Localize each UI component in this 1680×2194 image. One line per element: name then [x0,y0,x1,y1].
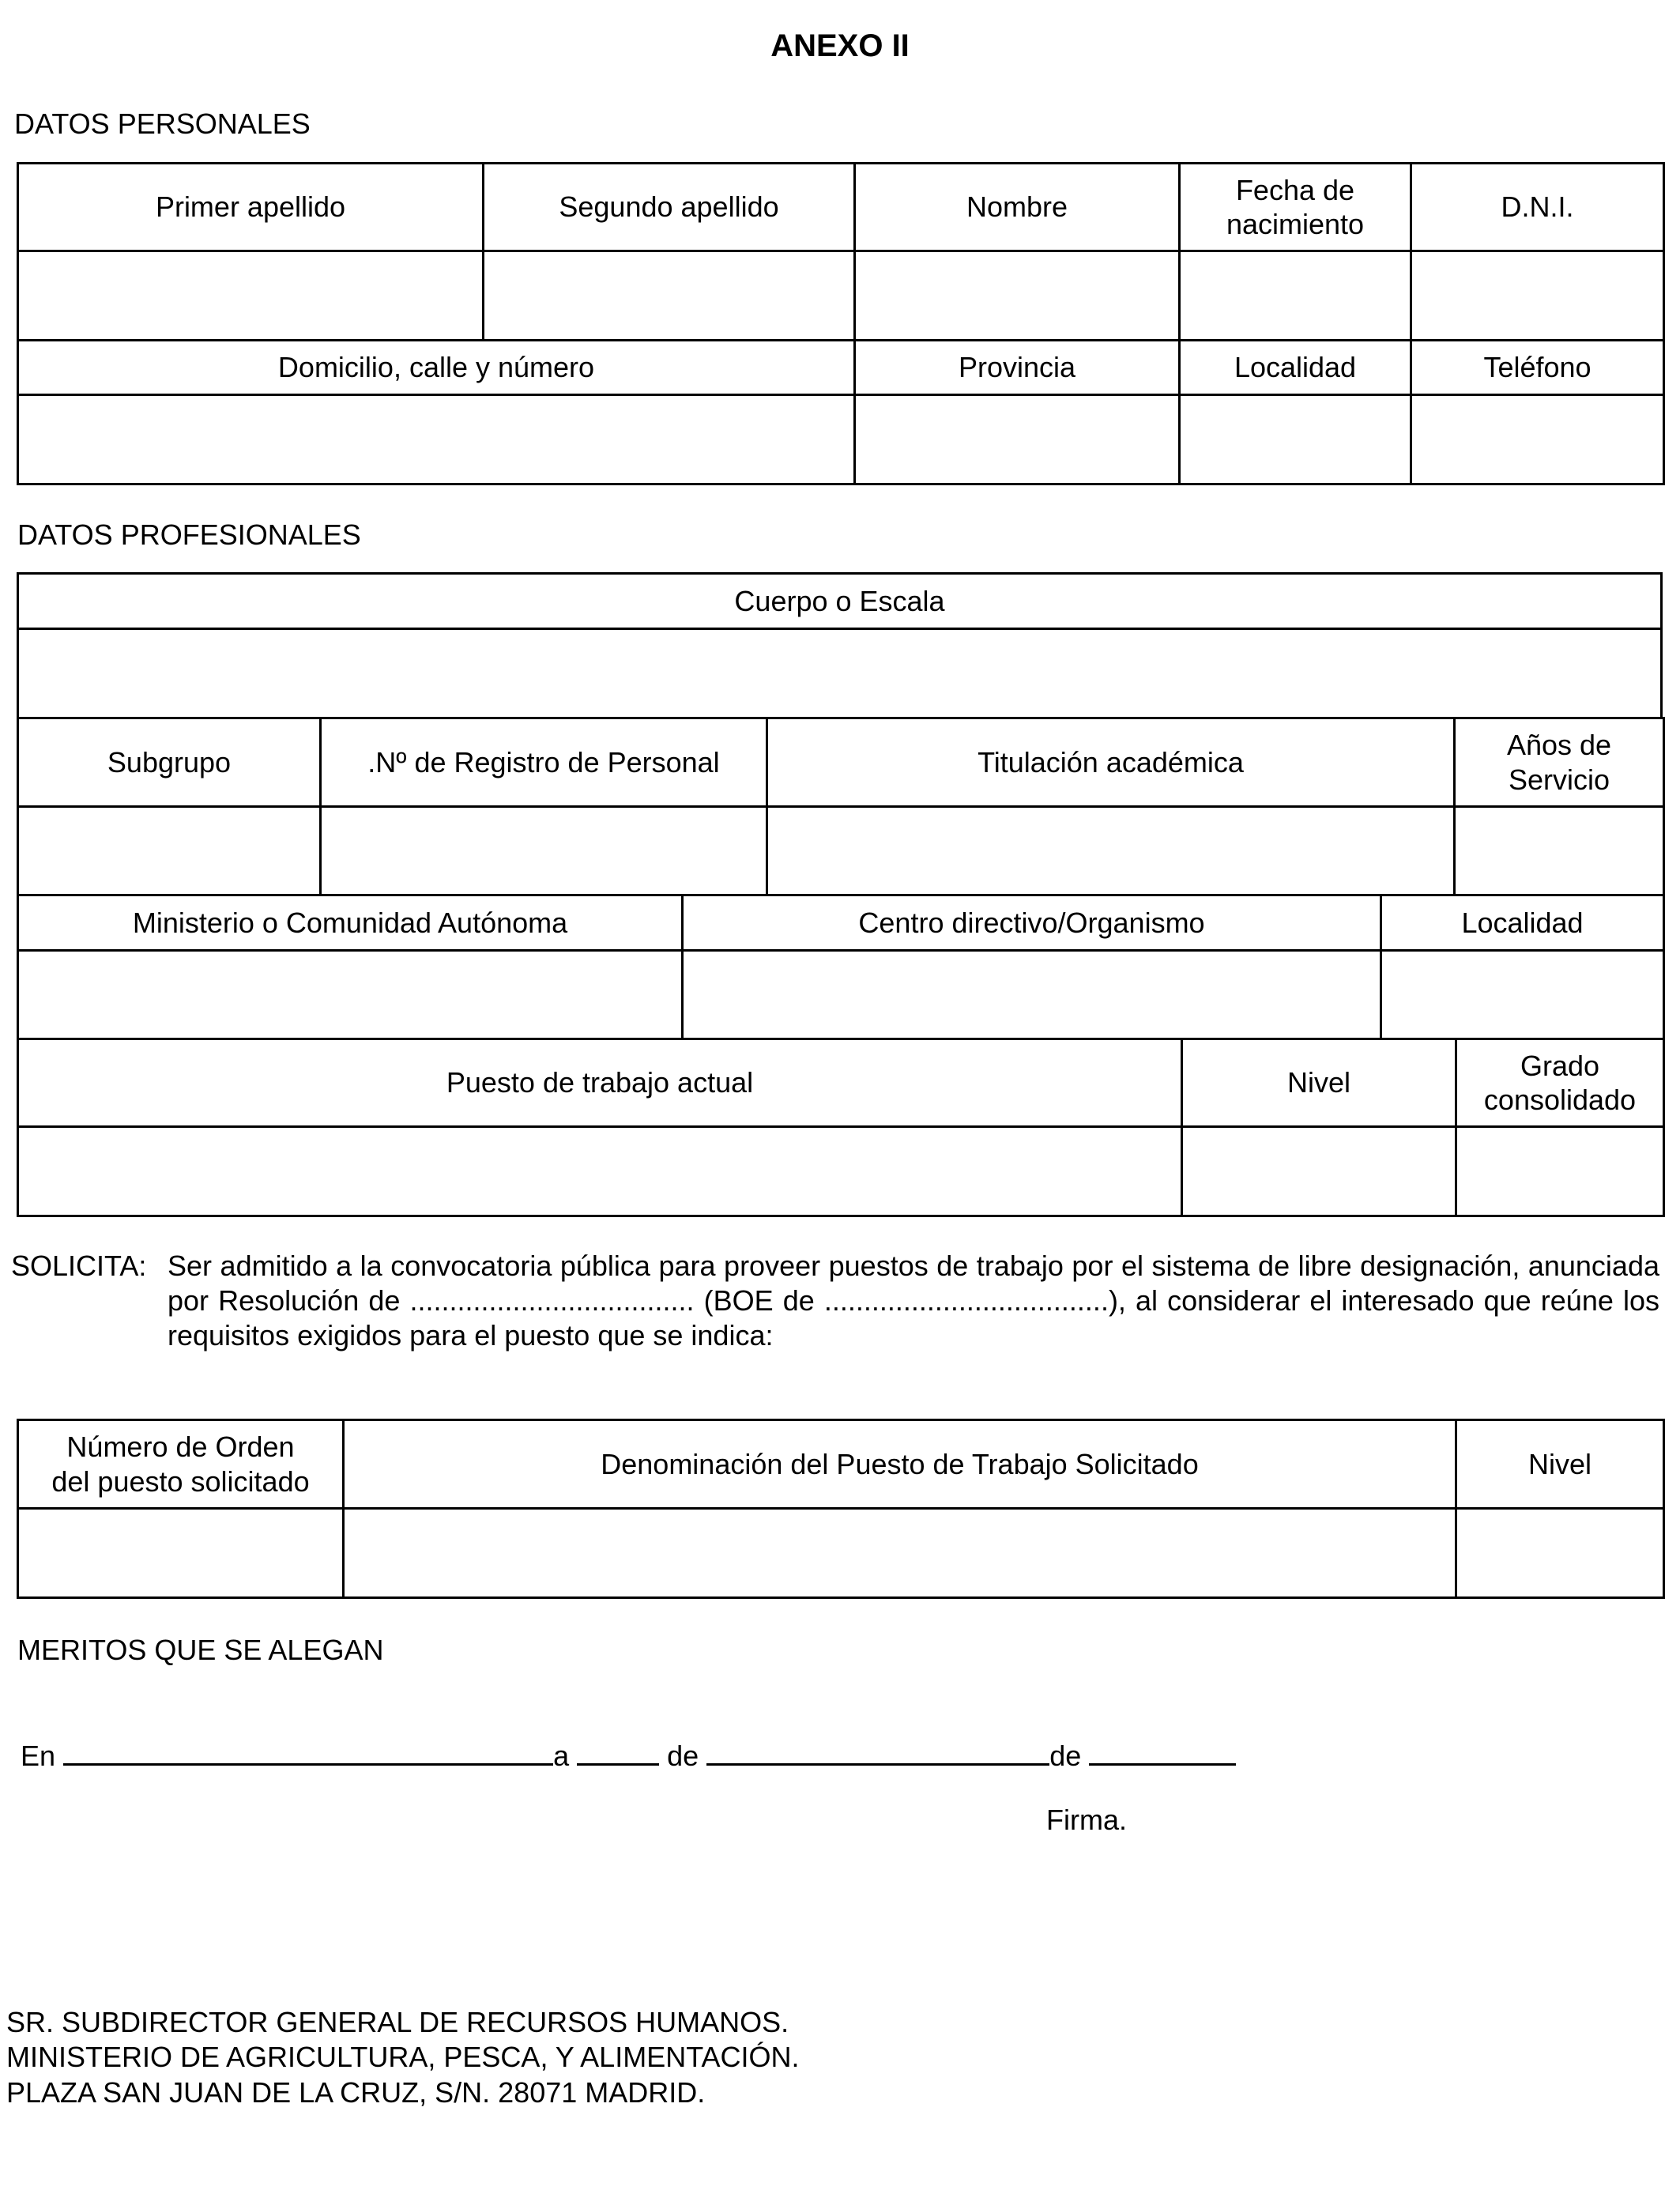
header-telefono: Teléfono [1411,341,1664,395]
header-domicilio: Domicilio, calle y número [18,341,855,395]
field-segundo-apellido[interactable] [484,251,855,341]
de-label-2: de [1049,1740,1082,1772]
header-numero-orden: Número de Orden del puesto solicitado [18,1420,344,1509]
field-dni[interactable] [1411,251,1664,341]
field-nivel[interactable] [1182,1127,1456,1216]
header-cuerpo-escala: Cuerpo o Escala [18,574,1662,629]
header-nivel: Nivel [1182,1039,1456,1127]
header-puesto-actual: Puesto de trabajo actual [18,1039,1182,1127]
header-titulacion: Titulación académica [767,718,1455,807]
field-numero-orden[interactable] [18,1509,344,1598]
field-provincia[interactable] [855,395,1180,484]
header-anos-servicio: Años de Servicio [1455,718,1664,807]
address-line-3: PLAZA SAN JUAN DE LA CRUZ, S/N. 28071 MADRID. [6,2076,706,2109]
puesto-actual-table [17,1038,1665,1217]
field-anos-servicio[interactable] [1455,807,1664,895]
address-line-2: MINISTERIO DE AGRICULTURA, PESCA, Y ALIMENTACIÓN. [6,2041,800,2073]
field-cuerpo-escala[interactable] [18,629,1662,718]
header-localidad-profesional: Localidad [1381,895,1664,951]
subgrupo-table [17,717,1665,896]
field-titulacion[interactable] [767,807,1455,895]
header-provincia: Provincia [855,341,1180,395]
section-heading-datos-personales: DATOS PERSONALES [14,107,311,140]
cuerpo-table [17,572,1663,719]
mes-field[interactable] [706,1735,1049,1766]
page-title: ANEXO II [770,28,910,63]
firma-label: Firma. [1046,1804,1127,1836]
header-grado-consolidado: Grado consolidado [1456,1039,1664,1127]
fecha-lugar-line [21,1735,1236,1773]
field-nivel-solicitado[interactable] [1456,1509,1664,1598]
header-ministerio: Ministerio o Comunidad Autónoma [18,895,683,951]
field-puesto-actual[interactable] [18,1127,1182,1216]
field-denominacion[interactable] [344,1509,1456,1598]
field-ministerio[interactable] [18,951,683,1039]
header-nombre: Nombre [855,164,1180,251]
header-subgrupo: Subgrupo [18,718,321,807]
header-localidad: Localidad [1180,341,1411,395]
field-registro-personal[interactable] [321,807,767,895]
puesto-solicitado-table [17,1419,1665,1599]
header-primer-apellido: Primer apellido [18,164,484,251]
a-label: a [553,1740,570,1772]
field-subgrupo[interactable] [18,807,321,895]
field-fecha-nacimiento[interactable] [1180,251,1411,341]
section-heading-datos-profesionales: DATOS PROFESIONALES [17,518,361,551]
address-line-1: SR. SUBDIRECTOR GENERAL DE RECURSOS HUMANOS. [6,2006,789,2038]
header-centro-directivo: Centro directivo/Organismo [683,895,1381,951]
header-nivel-solicitado: Nivel [1456,1420,1664,1509]
header-denominacion: Denominación del Puesto de Trabajo Solicitado [344,1420,1456,1509]
header-fecha-nacimiento: Fecha de nacimiento [1180,164,1411,251]
field-nombre[interactable] [855,251,1180,341]
field-primer-apellido[interactable] [18,251,484,341]
header-segundo-apellido: Segundo apellido [484,164,855,251]
solicita-label: SOLICITA: [11,1250,147,1282]
en-label: En [21,1740,56,1772]
de-label-1: de [667,1740,699,1772]
field-domicilio[interactable] [18,395,855,484]
ano-field[interactable] [1089,1735,1236,1766]
dia-field[interactable] [577,1735,659,1766]
field-centro-directivo[interactable] [683,951,1381,1039]
ministerio-table [17,894,1665,1040]
field-localidad-profesional[interactable] [1381,951,1664,1039]
datos-personales-table [17,162,1665,485]
header-dni: D.N.I. [1411,164,1664,251]
meritos-heading: MERITOS QUE SE ALEGAN [17,1634,384,1666]
header-registro-personal: .Nº de Registro de Personal [321,718,767,807]
field-grado-consolidado[interactable] [1456,1127,1664,1216]
field-telefono[interactable] [1411,395,1664,484]
solicita-text: Ser admitido a la convocatoria pública para proveer puestos de trabajo por el sistema de libre designación, anunciada por Resolución de .................................... (BOE de ....................................), al considerar el interesado que reúne los requisitos exigidos para el puesto que se indica: [168,1250,1659,1351]
lugar-field[interactable] [63,1735,553,1766]
field-localidad[interactable] [1180,395,1411,484]
